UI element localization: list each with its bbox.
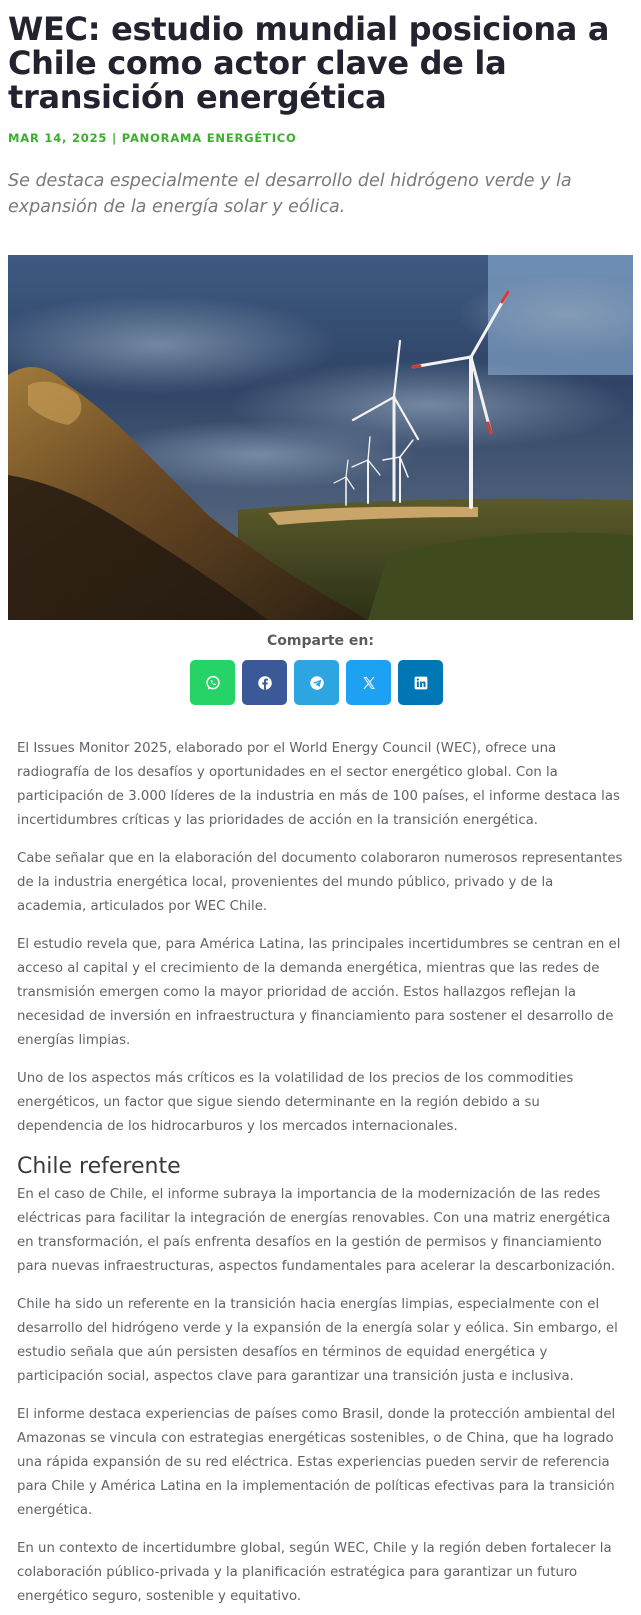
linkedin-icon <box>412 674 430 692</box>
share-buttons <box>190 660 443 705</box>
share-telegram-button[interactable] <box>294 660 339 705</box>
share-x-button[interactable] <box>346 660 391 705</box>
article-body <box>17 737 624 1615</box>
article-subtitle: Se destaca especialmente el desarrollo del hidrógeno verde y la expansión de la energía solar y eólica. <box>8 171 572 217</box>
hero-image-wind-turbines <box>8 255 633 620</box>
article-title: WEC: estudio mundial posiciona a Chile como actor clave de la transición energética <box>8 10 610 116</box>
facebook-icon <box>256 674 274 692</box>
share-facebook-button[interactable] <box>242 660 287 705</box>
share-label: Comparte en: <box>267 633 374 649</box>
share-whatsapp-button[interactable] <box>190 660 235 705</box>
paragraph: En el caso de Chile, el informe subraya la importancia de la modernización de las redes eléctricas para facilitar la integración de energías renovables. Con una matriz energética en transformación, el país enfrenta desafíos en la gestión de permisos y financiamiento para nuevas infraestructuras, aspectos fundamentales para acelerar la descarbonización. <box>17 1187 616 1274</box>
whatsapp-icon <box>204 674 222 692</box>
telegram-icon <box>308 674 326 692</box>
paragraph: El informe destaca experiencias de países como Brasil, donde la protección ambiental del Amazonas se vincula con estrategias energéticas sostenibles, o de China, que ha logrado una rápida expansión de su red eléctrica. Estas experiencias pueden servir de referencia para Chile y América Latina en la implementación de políticas efectivas para la transición energética. <box>17 1407 616 1518</box>
paragraph: El Issues Monitor 2025, elaborado por el World Energy Council (WEC), ofrece una radiografía de los desafíos y oportunidades en el sector energético global. Con la participación de 3.000 líderes de la industria en más de 100 países, el informe destaca las incertidumbres críticas y las prioridades de acción en la transición energética. <box>17 741 620 828</box>
section-heading: Chile referente <box>17 1154 181 1179</box>
share-linkedin-button[interactable] <box>398 660 443 705</box>
paragraph: Uno de los aspectos más críticos es la volatilidad de los precios de los commodities energéticos, un factor que sigue siendo determinante en la región debido a su dependencia de los hidrocarburos y los mercados internacionales. <box>17 1071 574 1134</box>
paragraph: En un contexto de incertidumbre global, según WEC, Chile y la región deben fortalecer la colaboración público-privada y la planificación estratégica para garantizar un futuro energético seguro, sostenible y equitativo. <box>17 1541 612 1604</box>
paragraph: Cabe señalar que en la elaboración del documento colaboraron numerosos representantes de la industria energética local, provenientes del mundo público, privado y de la academia, articulados por WEC Chile. <box>17 851 623 914</box>
x-icon <box>360 674 378 692</box>
article-meta: MAR 14, 2025 | PANORAMA ENERGÉTICO <box>8 131 297 145</box>
paragraph: El estudio revela que, para América Latina, las principales incertidumbres se centran en el acceso al capital y el crecimiento de la demanda energética, mientras que las redes de transmisión emergen como la mayor prioridad de acción. Estos hallazgos reflejan la necesidad de inversión en infraestructura y financiamiento para sostener el desarrollo de energías limpias. <box>17 937 621 1048</box>
paragraph: Chile ha sido un referente en la transición hacia energías limpias, especialmente con el desarrollo del hidrógeno verde y la expansión de la energía solar y eólica. Sin embargo, el estudio señala que aún persisten desafíos en términos de equidad energética y participación social, aspectos clave para garantizar una transición justa e inclusiva. <box>17 1297 618 1384</box>
